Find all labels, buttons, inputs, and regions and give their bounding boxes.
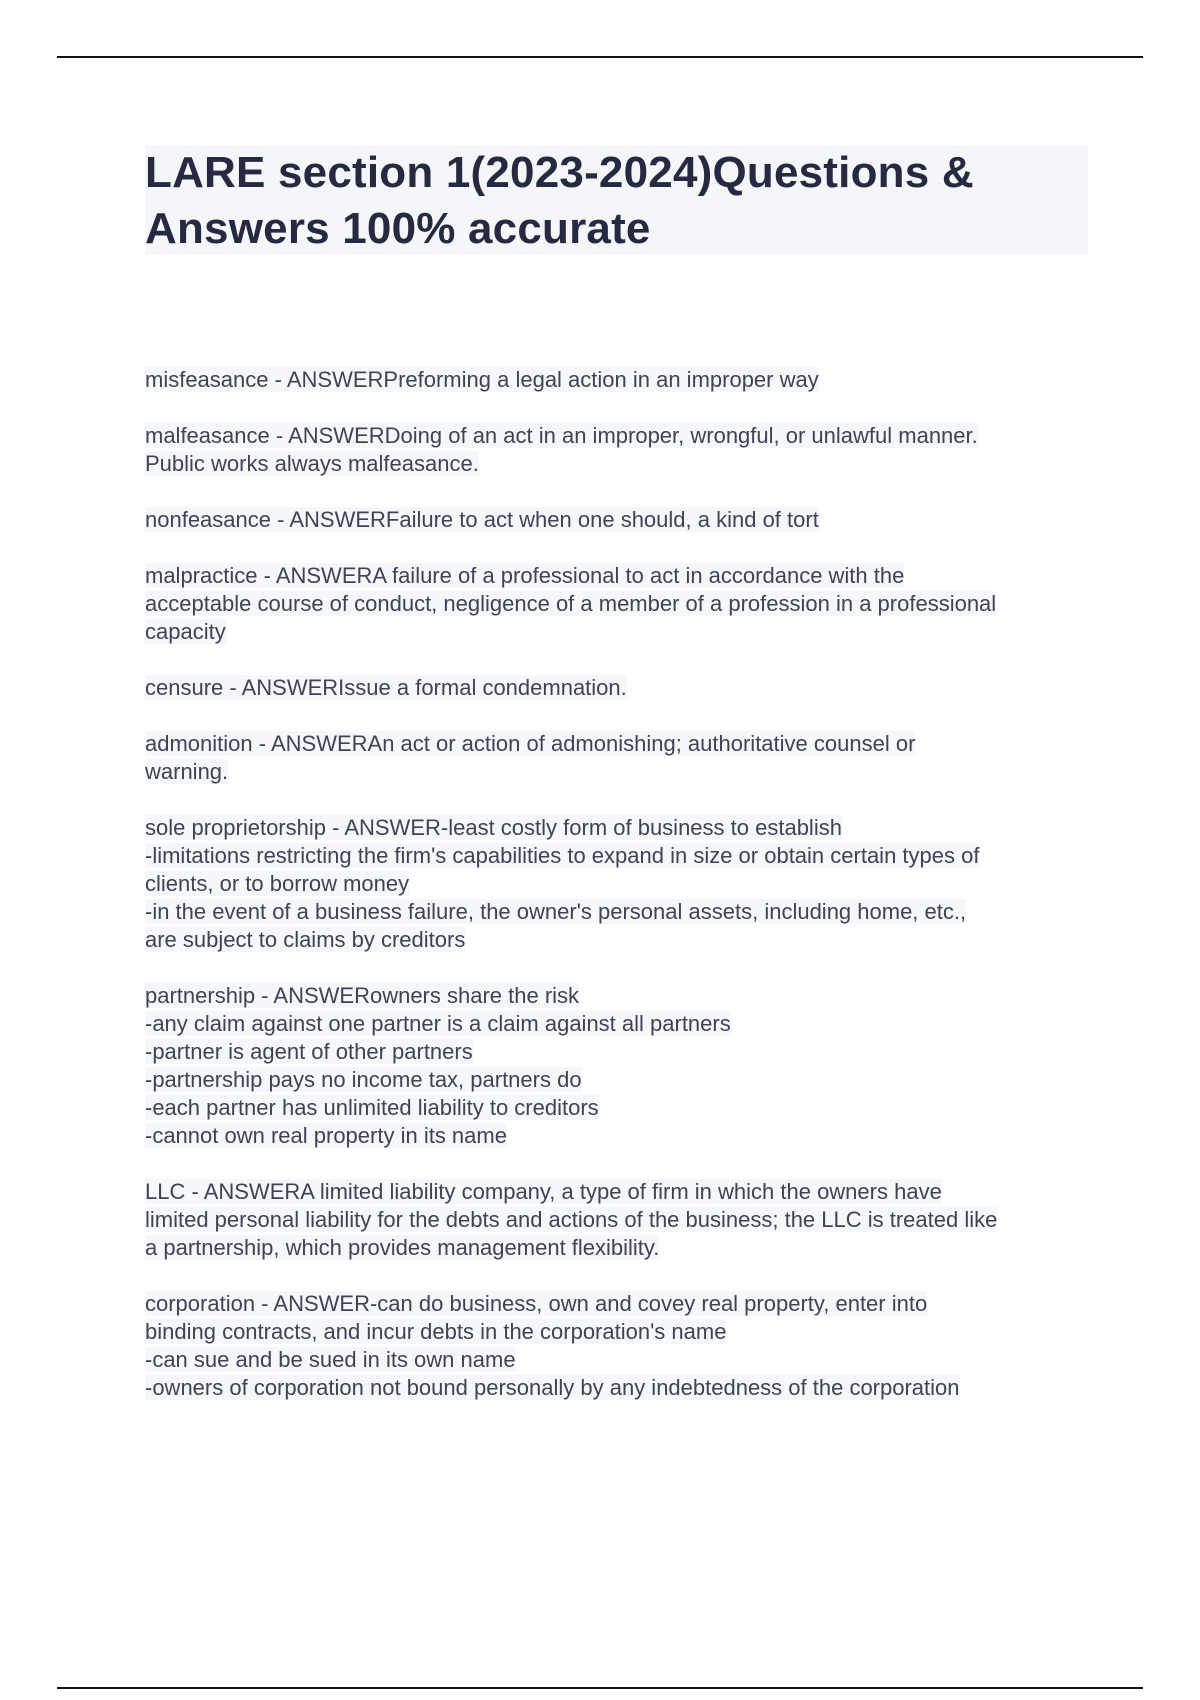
qa-entry-text: sole proprietorship - ANSWER-least costly form of business to establish [145, 815, 842, 840]
qa-entry-line [145, 1290, 1090, 1318]
qa-entry [145, 1178, 1090, 1262]
qa-entry-text: -can sue and be sued in its own name [145, 1347, 516, 1372]
qa-entry-text: nonfeasance - ANSWERFailure to act when one should, a kind of tort [145, 507, 819, 532]
qa-entry-text: binding contracts, and incur debts in the corporation's name [145, 1319, 727, 1344]
qa-entry-text: censure - ANSWERIssue a formal condemnation. [145, 675, 627, 700]
qa-entry [145, 562, 1090, 646]
qa-entry [145, 506, 1090, 534]
qa-entry-line [145, 674, 1090, 702]
qa-entry-line [145, 422, 1090, 450]
qa-entry-text: partnership - ANSWERowners share the risk [145, 983, 580, 1008]
qa-entry-line [145, 1318, 1090, 1346]
qa-entry-line [145, 1122, 1090, 1150]
qa-entry-text: a partnership, which provides management flexibility. [145, 1235, 660, 1260]
qa-entry-line [145, 1178, 1090, 1206]
page-title-line-1: LARE section 1(2023-2024)Questions & [145, 148, 974, 197]
qa-entry [145, 366, 1090, 394]
bottom-rule [57, 1687, 1143, 1689]
qa-entry-line [145, 1010, 1090, 1038]
qa-entry-line [145, 618, 1090, 646]
qa-entry-text: -each partner has unlimited liability to creditors [145, 1095, 599, 1120]
qa-entry-text: capacity [145, 619, 226, 644]
qa-entry-text: malfeasance - ANSWERDoing of an act in an improper, wrongful, or unlawful manner. [145, 423, 978, 448]
qa-entry-line [145, 758, 1090, 786]
qa-entries-list [145, 366, 1090, 1430]
qa-entry-text: admonition - ANSWERAn act or action of admonishing; authoritative counsel or [145, 731, 916, 756]
qa-entry [145, 730, 1090, 786]
qa-entry-line [145, 814, 1090, 842]
qa-entry-text: -any claim against one partner is a claim against all partners [145, 1011, 731, 1036]
page-title-line-2: Answers 100% accurate [145, 204, 651, 253]
qa-entry-line [145, 1346, 1090, 1374]
qa-entry [145, 674, 1090, 702]
qa-entry-text: Public works always malfeasance. [145, 451, 479, 476]
qa-entry-line [145, 1374, 1090, 1402]
qa-entry-text: malpractice - ANSWERA failure of a professional to act in accordance with the [145, 563, 905, 588]
top-rule [57, 56, 1143, 58]
qa-entry-line [145, 506, 1090, 534]
qa-entry-text: -cannot own real property in its name [145, 1123, 507, 1148]
qa-entry-line [145, 1234, 1090, 1262]
qa-entry-line [145, 1206, 1090, 1234]
qa-entry-line [145, 1066, 1090, 1094]
qa-entry-line [145, 450, 1090, 478]
qa-entry-line [145, 982, 1090, 1010]
qa-entry-line [145, 730, 1090, 758]
qa-entry [145, 422, 1090, 478]
qa-entry-line [145, 562, 1090, 590]
page-title [145, 145, 1088, 257]
qa-entry-line [145, 1094, 1090, 1122]
qa-entry [145, 814, 1090, 954]
qa-entry-text: -in the event of a business failure, the owner's personal assets, including home, etc., [145, 899, 967, 924]
qa-entry-text: limited personal liability for the debts and actions of the business; the LLC is treated like [145, 1207, 998, 1232]
qa-entry-text: LLC - ANSWERA limited liability company, a type of firm in which the owners have [145, 1179, 942, 1204]
qa-entry-text: are subject to claims by creditors [145, 927, 466, 952]
qa-entry-text: acceptable course of conduct, negligence of a member of a profession in a professional [145, 591, 997, 616]
qa-entry-line [145, 898, 1090, 926]
qa-entry [145, 982, 1090, 1150]
qa-entry-line [145, 870, 1090, 898]
qa-entry-text: -partner is agent of other partners [145, 1039, 473, 1064]
qa-entry-text: corporation - ANSWER-can do business, own and covey real property, enter into [145, 1291, 928, 1316]
qa-entry-text: misfeasance - ANSWERPreforming a legal action in an improper way [145, 367, 819, 392]
qa-entry-line [145, 842, 1090, 870]
qa-entry-line [145, 366, 1090, 394]
qa-entry-text: -partnership pays no income tax, partners do [145, 1067, 582, 1092]
qa-entry-text: -owners of corporation not bound personally by any indebtedness of the corporation [145, 1375, 960, 1400]
qa-entry-text: clients, or to borrow money [145, 871, 410, 896]
title-block [145, 145, 1088, 255]
qa-entry-line [145, 926, 1090, 954]
qa-entry-line [145, 590, 1090, 618]
qa-entry-text: -limitations restricting the firm's capabilities to expand in size or obtain certain types of [145, 843, 980, 868]
qa-entry-text: warning. [145, 759, 229, 784]
qa-entry [145, 1290, 1090, 1402]
qa-entry-line [145, 1038, 1090, 1066]
